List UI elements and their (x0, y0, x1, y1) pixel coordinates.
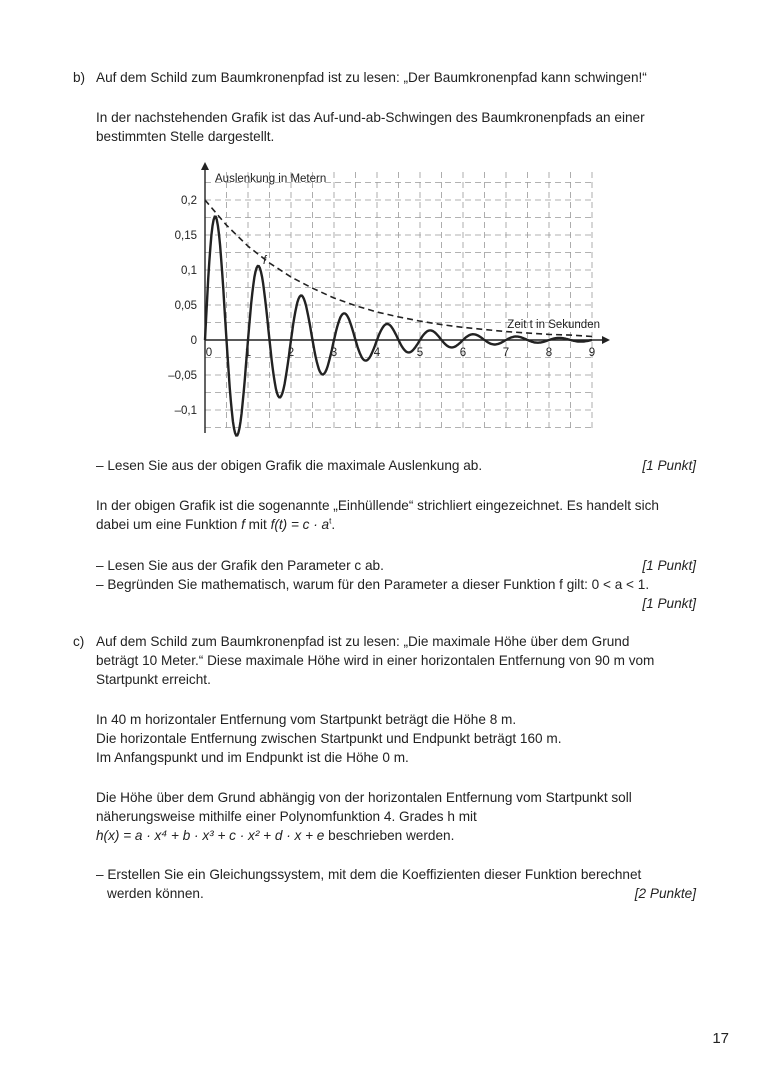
x-axis-label: Zeit t in Sekunden (507, 319, 600, 331)
section-b-intro: Auf dem Schild zum Baumkronenpfad ist zu lesen: „Der Baumkronenpfad kann schwingen!“ (96, 70, 647, 85)
x-tick-label: 2 (287, 347, 295, 359)
oscillation-chart (0, 0, 769, 470)
fact-2: Die horizontale Entfernung zwischen Startpunkt und Endpunkt beträgt 160 m. (96, 731, 562, 746)
task-b1: – Lesen Sie aus der obigen Grafik die maximale Auslenkung ab. (96, 458, 483, 473)
section-c-intro-3: Startpunkt erreicht. (96, 672, 211, 687)
x-tick-label: 4 (373, 347, 381, 359)
y-tick-label: –0,05 (168, 370, 197, 382)
task-c1-line1: – Erstellen Sie ein Gleichungssystem, mit dem die Koeffizienten dieser Funktion berechnet (96, 867, 642, 882)
task-b2-points: [1 Punkt] (642, 558, 696, 573)
task-b3: – Begründen Sie mathematisch, warum für den Parameter a dieser Funktion f gilt: 0 < a < 1. (96, 577, 650, 592)
fact-1: In 40 m horizontaler Entfernung vom Startpunkt beträgt die Höhe 8 m. (96, 712, 517, 727)
section-b-label: b) (73, 70, 86, 85)
envelope-text-2 (96, 517, 335, 532)
envelope-text-2-pre: dabei um eine Funktion (96, 517, 238, 532)
y-tick-label: 0,05 (174, 300, 197, 312)
y-axis-label: Auslenkung in Metern (215, 173, 327, 185)
y-tick-label: 0 (190, 335, 197, 347)
envelope-f: f (241, 517, 245, 532)
section-c-intro-1: Auf dem Schild zum Baumkronenpfad ist zu lesen: „Die maximale Höhe über dem Grund (96, 634, 630, 649)
task-b2: – Lesen Sie aus der Grafik den Parameter c ab. (96, 558, 384, 573)
polynomial-formula: h(x) = a · x⁴ + b · x³ + c · x² + d · x + e (96, 828, 325, 843)
x-tick-label: 6 (459, 347, 467, 359)
envelope-formula-exp: t (329, 516, 332, 526)
model-text-2: näherungsweise mithilfe einer Polynomfunktion 4. Grades h mit (96, 809, 477, 824)
x-tick-label: 0 (205, 347, 213, 359)
section-b-desc-1: In der nachstehenden Grafik ist das Auf-und-ab-Schwingen des Baumkronenpfads an einer (96, 110, 645, 125)
envelope-end: . (331, 517, 336, 532)
x-tick-label: 1 (244, 347, 252, 359)
x-axis-arrow (602, 336, 610, 344)
envelope-formula: f(t) = c · a (270, 517, 330, 532)
model-text-1: Die Höhe über dem Grund abhängig von der horizontalen Entfernung vom Startpunkt soll (96, 790, 632, 805)
formula-end: beschrieben werden. (328, 828, 455, 843)
chart-ticks (168, 195, 595, 417)
x-tick-label: 9 (588, 347, 596, 359)
y-tick-label: 0,15 (174, 230, 197, 242)
fact-3: Im Anfangspunkt und im Endpunkt ist die Höhe 0 m. (96, 750, 409, 765)
section-c-intro-2: beträgt 10 Meter.“ Diese maximale Höhe wird in einer horizontalen Entfernung von 90 m vom (96, 653, 655, 668)
chart-grid (205, 172, 592, 431)
x-tick-label: 3 (330, 347, 338, 359)
task-c1-points: [2 Punkte] (634, 886, 696, 901)
y-tick-label: 0,1 (181, 265, 197, 277)
envelope-text-1: In der obigen Grafik ist die sogenannte „Einhüllende“ strichliert eingezeichnet. Es handelt sich (96, 498, 659, 513)
y-axis-arrow (201, 162, 209, 170)
task-c1-line2: werden können. (107, 886, 204, 901)
x-tick-label: 5 (416, 347, 424, 359)
y-tick-label: 0,2 (181, 195, 197, 207)
section-c-label: c) (73, 634, 85, 649)
x-tick-label: 8 (545, 347, 553, 359)
x-tick-label: 7 (502, 347, 510, 359)
envelope-curve-label: f (263, 255, 267, 267)
section-b-desc-2: bestimmten Stelle dargestellt. (96, 129, 275, 144)
model-formula-line (96, 828, 454, 843)
page-number: 17 (712, 1030, 729, 1047)
task-b1-points: [1 Punkt] (642, 458, 696, 473)
envelope-mit: mit (248, 517, 267, 532)
y-tick-label: –0,1 (174, 405, 197, 417)
task-b3-points: [1 Punkt] (642, 596, 696, 611)
